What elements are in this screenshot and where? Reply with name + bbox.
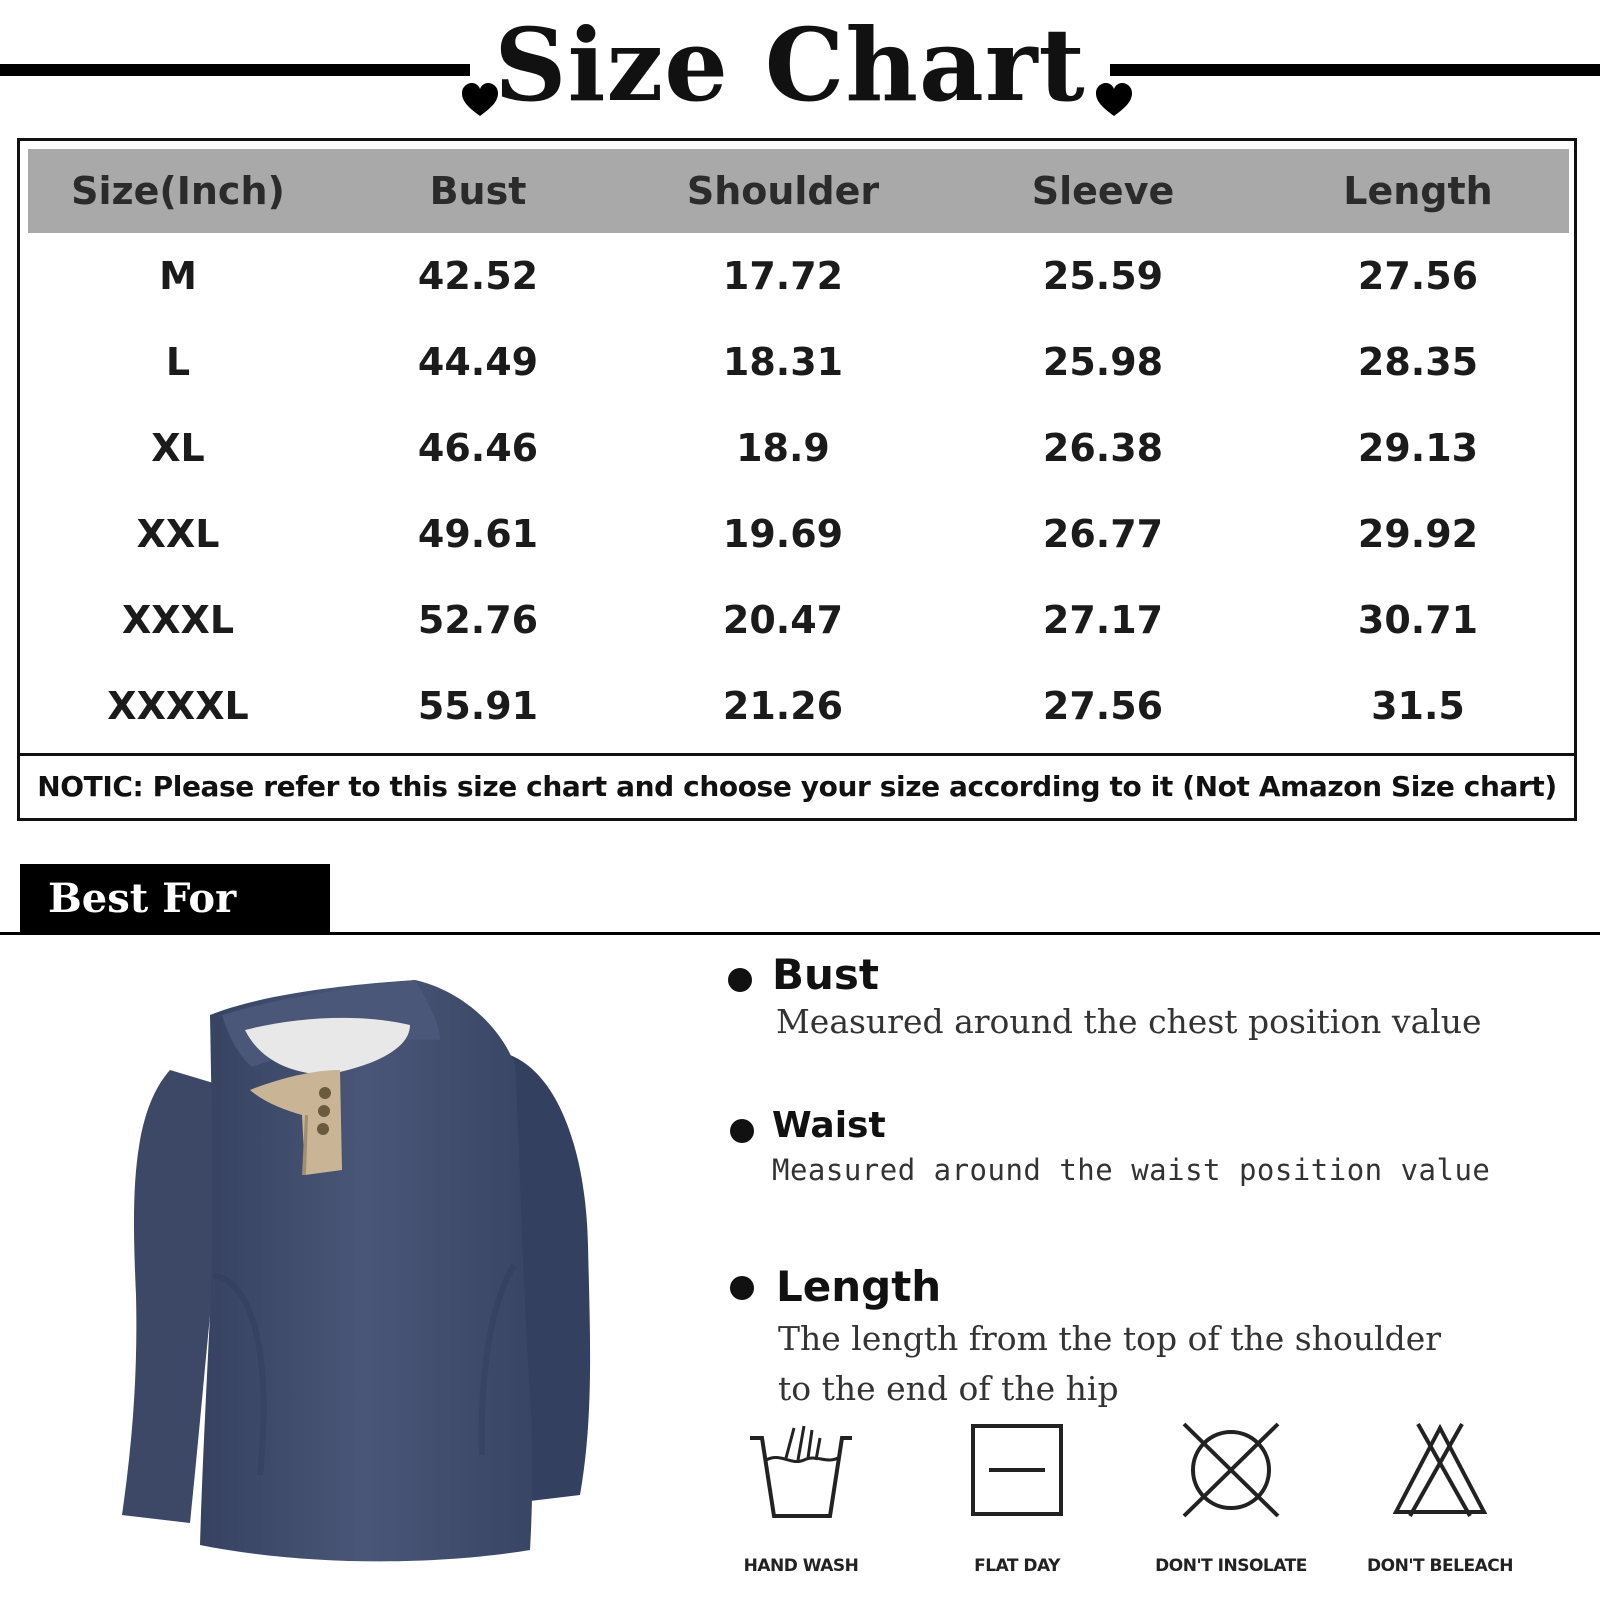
length-cell: 31.5	[1371, 684, 1465, 728]
column-header: Shoulder	[686, 169, 880, 213]
table-row	[28, 319, 1569, 405]
do-not-tumble-icon	[1176, 1420, 1286, 1520]
best-for-you-label: Best For You	[48, 875, 237, 992]
length-cell: 29.92	[1357, 512, 1479, 556]
page-title: Size Chart	[494, 6, 1086, 124]
table-row	[28, 405, 1569, 491]
column-header: Size(Inch)	[71, 169, 285, 213]
sleeve-cell: 25.98	[1042, 340, 1164, 384]
length-info	[720, 1262, 1520, 1422]
care-label: DON'T BELEACH	[1367, 1556, 1513, 1576]
section-divider	[0, 932, 1600, 935]
bust-desc: Measured around the chest position value	[776, 1002, 1482, 1041]
best-for-you-tab	[20, 864, 330, 992]
care-item-hand-wash	[716, 1420, 886, 1576]
henley-shirt-image	[110, 975, 630, 1575]
bullet-icon	[730, 1276, 754, 1300]
size-table	[17, 138, 1577, 821]
size-cell: XXL	[136, 512, 220, 556]
waist-title: Waist	[772, 1105, 886, 1146]
table-header-row	[28, 149, 1569, 233]
care-label: FLAT DAY	[974, 1556, 1060, 1576]
table-row	[28, 577, 1569, 663]
notice-text: NOTIC: Please refer to this size chart and choose your size according to it (Not Amazon Size chart)	[37, 770, 1557, 803]
length-cell: 29.13	[1357, 426, 1479, 470]
waist-info	[720, 1105, 1520, 1225]
bullet-icon	[730, 1119, 754, 1143]
care-item-flat-dry	[932, 1420, 1102, 1576]
sleeve-cell: 26.77	[1042, 512, 1164, 556]
sleeve-cell: 27.56	[1042, 684, 1164, 728]
hand-wash-icon	[746, 1420, 856, 1520]
sleeve-cell: 25.59	[1042, 254, 1164, 298]
shoulder-cell: 18.9	[736, 426, 830, 470]
shoulder-cell: 17.72	[722, 254, 844, 298]
length-cell: 28.35	[1357, 340, 1479, 384]
care-item-dont-bleach	[1355, 1420, 1525, 1576]
table-row	[28, 663, 1569, 749]
size-notice	[20, 753, 1574, 818]
bust-info	[720, 950, 1520, 1070]
bust-cell: 52.76	[417, 598, 539, 642]
size-cell: XL	[151, 426, 205, 470]
column-header: Bust	[429, 169, 527, 213]
size-cell: L	[165, 340, 191, 384]
table-row	[28, 233, 1569, 319]
bust-cell: 55.91	[417, 684, 539, 728]
care-item-dont-insolate	[1146, 1420, 1316, 1576]
bust-cell: 44.49	[417, 340, 539, 384]
sleeve-cell: 27.17	[1042, 598, 1164, 642]
bust-cell: 49.61	[417, 512, 539, 556]
size-cell: XXXXL	[107, 684, 249, 728]
table-row	[28, 491, 1569, 577]
length-title: Length	[776, 1262, 942, 1311]
sleeve-cell: 26.38	[1042, 426, 1164, 470]
waist-desc: Measured around the waist position value	[772, 1153, 1491, 1187]
shoulder-cell: 18.31	[722, 340, 844, 384]
bullet-icon	[728, 968, 752, 992]
bust-cell: 42.52	[417, 254, 539, 298]
flat-dry-icon	[967, 1420, 1067, 1520]
size-cell: M	[159, 254, 197, 298]
bust-title: Bust	[772, 950, 879, 999]
do-not-bleach-icon	[1390, 1420, 1490, 1520]
care-label: DON'T INSOLATE	[1155, 1556, 1307, 1576]
column-header: Sleeve	[1031, 169, 1175, 213]
length-cell: 27.56	[1357, 254, 1479, 298]
page-header	[0, 0, 1600, 130]
bust-cell: 46.46	[417, 426, 539, 470]
care-label: HAND WASH	[743, 1556, 859, 1576]
length-desc: The length from the top of the shoulder to the end of the hip	[778, 1319, 1442, 1408]
shoulder-cell: 19.69	[722, 512, 844, 556]
header-rule-right	[1110, 64, 1600, 76]
shoulder-cell: 21.26	[722, 684, 844, 728]
header-rule-left	[0, 64, 470, 76]
shoulder-cell: 20.47	[722, 598, 844, 642]
column-header: Length	[1343, 169, 1493, 213]
heart-icon	[1094, 80, 1134, 118]
length-cell: 30.71	[1357, 598, 1479, 642]
size-cell: XXXL	[121, 598, 235, 642]
